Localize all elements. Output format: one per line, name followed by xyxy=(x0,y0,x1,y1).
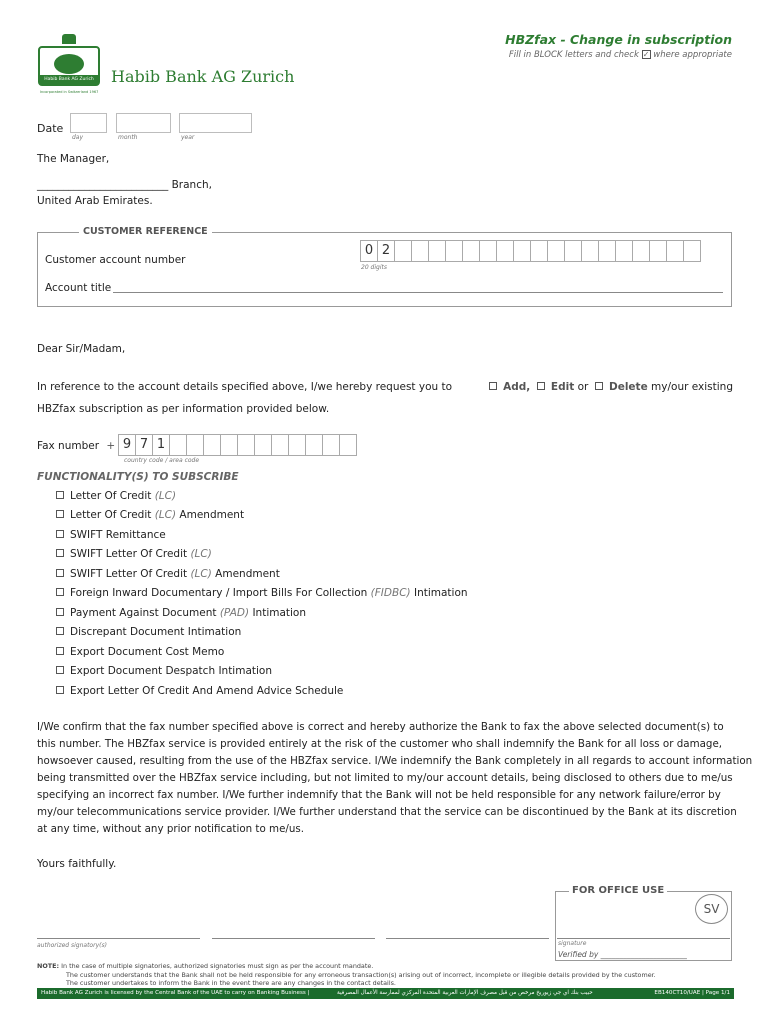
request-line xyxy=(37,381,733,393)
year-hint: year xyxy=(181,134,195,141)
item-text: Export Letter Of Credit And Amend Advice Schedule xyxy=(70,685,344,697)
functionality-item[interactable] xyxy=(56,529,166,541)
account-digit-cell[interactable] xyxy=(632,240,650,262)
request-line-2: HBZfax subscription as per information provided below. xyxy=(37,403,330,415)
bank-logo xyxy=(36,34,104,96)
branch-line[interactable]: _________________________ Branch, xyxy=(37,179,212,191)
confirmation-line: this number. The HBZfax service is provided entirely at the risk of the customer who shall indemnify the Bank for all loss or damage, xyxy=(37,738,723,750)
item-text: Foreign Inward Documentary / Import Bills For Collection xyxy=(70,587,368,599)
month-hint: month xyxy=(118,134,138,141)
fax-digit-cell[interactable]: 1 xyxy=(152,434,170,456)
request-suffix: my/our existing xyxy=(651,381,733,393)
item-text: Letter Of Credit xyxy=(70,490,152,502)
confirmation-line: specifying an incorrect fax number. I/We further indemnify that the Bank will not be held responsible for any network failure/error by xyxy=(37,789,721,801)
note-line-3: The customer undertakes to inform the Bank in the event there are any changes in the contact details. xyxy=(66,979,396,987)
functionality-item[interactable] xyxy=(56,626,241,638)
signature-line-3[interactable] xyxy=(386,938,549,939)
fax-digit-cell[interactable]: 7 xyxy=(135,434,153,456)
account-digit-cell[interactable] xyxy=(513,240,531,262)
account-digit-cell[interactable] xyxy=(394,240,412,262)
fax-digit-cell[interactable] xyxy=(271,434,289,456)
item-abbr: (FIDBC) xyxy=(370,587,411,599)
functionality-item[interactable] xyxy=(56,509,244,521)
functionality-item[interactable] xyxy=(56,665,272,677)
fax-digit-cell[interactable] xyxy=(254,434,272,456)
date-label: Date xyxy=(37,122,64,135)
note-label: NOTE: xyxy=(37,962,60,970)
confirmation-line: at any time, without any prior notification to me/us. xyxy=(37,823,305,835)
functionality-checkbox[interactable] xyxy=(56,569,64,577)
fax-digit-cell[interactable] xyxy=(322,434,340,456)
functionality-checkbox[interactable] xyxy=(56,549,64,557)
account-digits-hint: 20 digits xyxy=(361,264,387,271)
item-suffix: Intimation xyxy=(413,587,468,599)
closing: Yours faithfully. xyxy=(37,858,117,870)
account-number-cells[interactable] xyxy=(360,240,725,262)
account-digit-cell[interactable] xyxy=(564,240,582,262)
confirmation-line: howsoever caused, resulting from the use of the HBZfax service. I/We indemnify the Bank completely in all regards to account information xyxy=(37,755,753,767)
functionality-checkbox[interactable] xyxy=(56,627,64,635)
functionality-checkbox[interactable] xyxy=(56,510,64,518)
functionality-checkbox[interactable] xyxy=(56,588,64,596)
note-block xyxy=(37,962,737,988)
date-year-input[interactable] xyxy=(179,113,252,133)
signature-line-2[interactable] xyxy=(212,938,375,939)
functionality-item[interactable] xyxy=(56,490,176,502)
confirmation-line: I/We confirm that the fax number specified above is correct and hereby authorize the Bank to fax the above selected document(s) to xyxy=(37,721,724,733)
fax-digit-cell[interactable] xyxy=(305,434,323,456)
account-digit-cell[interactable] xyxy=(445,240,463,262)
item-suffix: Amendment xyxy=(179,509,245,521)
functionality-item[interactable] xyxy=(56,685,343,697)
item-text: Letter Of Credit xyxy=(70,509,152,521)
item-text: SWIFT Letter Of Credit xyxy=(70,568,188,580)
item-text: Export Document Despatch Intimation xyxy=(70,665,273,677)
fax-digit-cell[interactable] xyxy=(186,434,204,456)
logo-caption-bar: Habib Bank AG Zurich xyxy=(40,75,98,84)
account-digit-cell[interactable] xyxy=(581,240,599,262)
request-options xyxy=(489,381,733,393)
fax-digit-cell[interactable] xyxy=(203,434,221,456)
functionality-checkbox[interactable] xyxy=(56,686,64,694)
functionality-item[interactable] xyxy=(56,607,306,619)
item-abbr: (LC) xyxy=(154,490,177,502)
customer-reference-legend: CUSTOMER REFERENCE xyxy=(79,226,212,237)
item-abbr: (PAD) xyxy=(219,607,250,619)
item-text: Payment Against Document xyxy=(70,607,217,619)
account-digit-cell[interactable] xyxy=(649,240,667,262)
confirmation-paragraph xyxy=(37,719,753,838)
fax-hint: country code / area code xyxy=(124,457,200,464)
request-text: In reference to the account details specified above, I/we hereby request you to xyxy=(37,381,453,393)
account-digit-cell[interactable] xyxy=(547,240,565,262)
plus-sign: + xyxy=(106,440,116,452)
account-digit-cell[interactable] xyxy=(428,240,446,262)
account-digit-cell[interactable] xyxy=(683,240,701,262)
confirmation-line: being transmitted over the HBZfax service including, but not limited to my/our account details, being disclosed to others due to me/us xyxy=(37,772,733,784)
footer-license: Habib Bank AG Zurich is licensed by the Central Bank of the UAE to carry on Banking Business | xyxy=(41,990,310,996)
functionality-checkbox[interactable] xyxy=(56,530,64,538)
account-digit-cell[interactable] xyxy=(666,240,684,262)
office-signature-line[interactable] xyxy=(557,938,730,939)
fax-digit-cell[interactable]: 9 xyxy=(118,434,136,456)
account-digit-cell[interactable]: 0 xyxy=(360,240,378,262)
functionality-heading: FUNCTIONALITY(S) TO SUBSCRIBE xyxy=(37,471,239,483)
account-digit-cell[interactable] xyxy=(615,240,633,262)
fax-number-label: Fax number xyxy=(37,440,100,452)
option-edit-label: Edit xyxy=(550,381,575,393)
delete-checkbox[interactable] xyxy=(595,382,603,390)
verified-by[interactable]: Verified by _______________________ xyxy=(558,950,687,959)
functionality-item[interactable] xyxy=(56,548,212,560)
confirmation-line: my/our telecommunications service provider. I/We further understand that the service can be discontinued by the Bank at its discretion xyxy=(37,806,737,818)
item-text: SWIFT Letter Of Credit xyxy=(70,548,188,560)
account-title-label: Account title xyxy=(45,282,112,294)
item-abbr: (LC) xyxy=(190,568,212,580)
manager-line: The Manager, xyxy=(37,153,110,165)
functionality-item[interactable] xyxy=(56,646,224,658)
salutation: Dear Sir/Madam, xyxy=(37,343,126,355)
signature-line-1[interactable] xyxy=(37,938,200,939)
item-suffix: Intimation xyxy=(252,607,307,619)
functionality-checkbox[interactable] xyxy=(56,608,64,616)
office-use-legend: FOR OFFICE USE xyxy=(569,885,667,896)
country-line: United Arab Emirates. xyxy=(37,195,153,207)
form-title: HBZfax - Change in subscription xyxy=(505,32,732,47)
fax-digit-cell[interactable] xyxy=(288,434,306,456)
date-day-input[interactable] xyxy=(70,113,107,133)
item-text: Discrepant Document Intimation xyxy=(70,626,242,638)
account-digit-cell[interactable] xyxy=(530,240,548,262)
functionality-checkbox[interactable] xyxy=(56,491,64,499)
fax-digit-cell[interactable] xyxy=(169,434,187,456)
account-digit-cell[interactable] xyxy=(496,240,514,262)
day-hint: day xyxy=(72,134,84,141)
fax-digit-cell[interactable] xyxy=(220,434,238,456)
or-text: or xyxy=(577,381,589,393)
office-signature-label: signature xyxy=(558,940,587,947)
edit-checkbox[interactable] xyxy=(537,382,545,390)
option-delete-label: Delete xyxy=(609,381,648,393)
functionality-checkbox[interactable] xyxy=(56,647,64,655)
instruction-prefix: Fill in BLOCK letters and check xyxy=(508,50,639,60)
add-checkbox[interactable] xyxy=(489,382,497,390)
item-text: Export Document Cost Memo xyxy=(70,646,225,658)
footer-code: EB140CT10/UAE | Page 1/1 xyxy=(654,990,730,996)
date-month-input[interactable] xyxy=(116,113,171,133)
option-add-label: Add, xyxy=(503,381,531,393)
fax-digit-cell[interactable] xyxy=(339,434,357,456)
account-digit-cell[interactable] xyxy=(462,240,480,262)
logo-shield xyxy=(38,46,100,86)
logo-subtext: Incorporated in Switzerland 1967 xyxy=(40,90,99,94)
instruction-line xyxy=(509,50,732,60)
note-line-2: The customer understands that the Bank shall not be held responsible for any erroneous transaction(s) arising out of incorrect, incomplete or illegible details provided by the customer. xyxy=(66,970,656,979)
footer-bar xyxy=(37,988,734,999)
account-digit-cell[interactable] xyxy=(411,240,429,262)
checkbox-checked-icon: ✓ xyxy=(642,50,650,59)
account-number-label: Customer account number xyxy=(45,254,186,266)
functionality-checkbox[interactable] xyxy=(56,666,64,674)
fax-label xyxy=(37,440,115,452)
item-abbr: (LC) xyxy=(190,548,212,560)
item-suffix: Amendment xyxy=(215,568,280,580)
account-digit-cell[interactable]: 2 xyxy=(377,240,395,262)
fax-number-cells[interactable] xyxy=(118,434,358,456)
footer-arabic: حبيب بنك اي جي زيوريخ مرخص من قبل مصرف الإمارات العربية المتحدة المركزي لممارسة الأعمال المصرفية xyxy=(337,990,593,996)
account-digit-cell[interactable] xyxy=(598,240,616,262)
account-digit-cell[interactable] xyxy=(479,240,497,262)
crown-icon xyxy=(62,34,76,44)
sv-stamp: SV xyxy=(695,894,728,924)
lion-icon xyxy=(54,54,84,74)
item-abbr: (LC) xyxy=(154,509,177,521)
functionality-item[interactable] xyxy=(56,568,280,580)
note-line-1 xyxy=(37,962,737,971)
item-text: SWIFT Remittance xyxy=(70,529,166,541)
functionality-item[interactable] xyxy=(56,587,468,599)
authorized-signatory-label: authorized signatory(s) xyxy=(37,942,107,949)
instruction-suffix: where appropriate xyxy=(653,50,732,60)
bank-name: Habib Bank AG Zurich xyxy=(111,67,295,86)
fax-digit-cell[interactable] xyxy=(237,434,255,456)
note-text-1: In the case of multiple signatories, authorized signatories must sign as per the account mandate. xyxy=(61,962,374,970)
account-title-input[interactable] xyxy=(113,292,723,293)
